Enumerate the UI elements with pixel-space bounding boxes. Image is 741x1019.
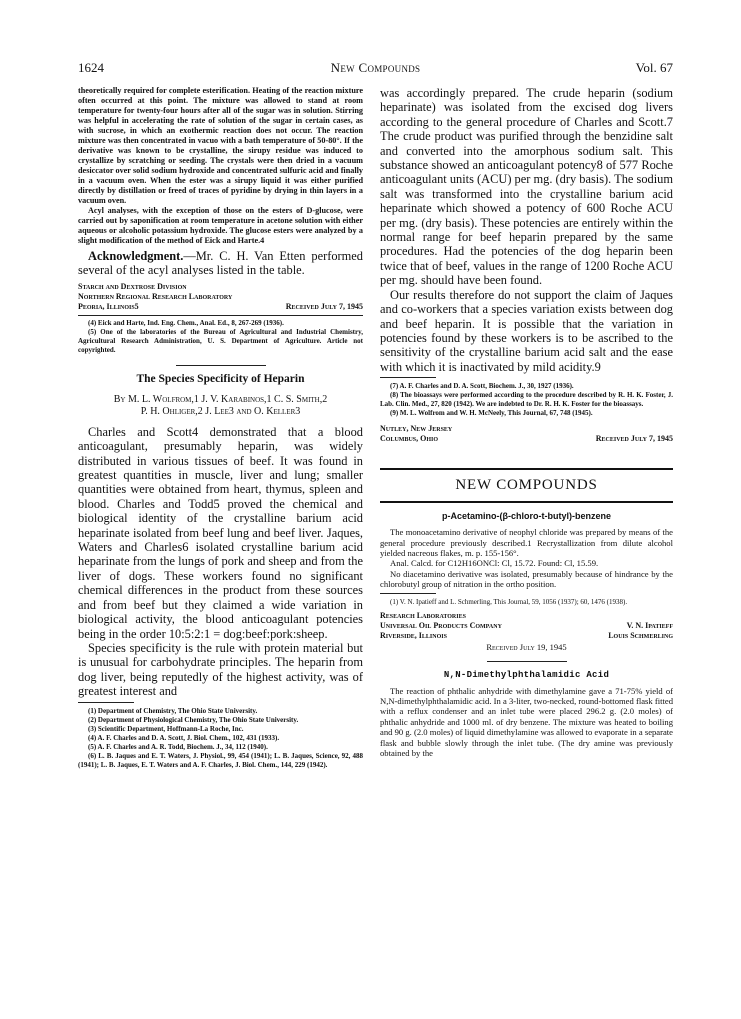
footnote-divider [78,702,134,703]
compound-divider [487,661,567,662]
author-line: By M. L. Wolfrom,1 J. V. Karabinos,1 C. S. Smith,2 [113,393,328,405]
page-number: 1624 [78,60,104,75]
body-paragraph: Our results therefore do not support the claim of Jaques and co-workers that a species variation exists between dog and beef heparin. It is possible that the variation in potencies found by these workers is to be ascribed to the sensitivity of the crystalline barium acid salt and the ease with which it is inactivated by mild acidity.9 [380,287,673,374]
section-title: NEW COMPOUNDS [455,477,598,494]
affiliation-line: Research Laboratories [380,610,466,620]
page-header [78,60,673,78]
footnote-divider [380,377,436,378]
article-title: The Species Specificity of Heparin [136,372,305,385]
affiliation-line: Universal Oil Products Company [380,620,502,630]
affiliation-line: Riverside, Illinois [380,630,447,640]
received-date: Received July 19, 1945 [486,641,567,652]
affiliation-block [78,282,363,312]
affiliation-line: Peoria, Illinois5 [78,301,139,311]
footnote-divider [380,593,436,594]
compound-paragraph: The reaction of phthalic anhydride with dimethylamine gave a 71-75% yield of N,N-dimethylphthalamidic acid. In a 3-liter, two-necked, round-bottomed flask fitted with a reflux condenser and an inlet tube were placed 296.2 g. (2.0 moles) of phthalic anhydride and 1000 ml. of dry benzene. The mixture was heated to boiling and 90 g. (2.0 moles) of liquid dimethylamine was allowed to evaporate in a separate flask and bubble slowly through the inlet tube. (The dry amine was previously obtained by the [380,685,673,758]
article-divider [176,365,266,366]
section-rule-bottom [380,501,673,503]
affiliation-block [380,424,673,444]
footnote: (9) M. L. Wolfrom and W. H. McNeely, This Journal, 67, 748 (1945). [390,409,593,418]
footnote: (7) A. F. Charles and D. A. Scott, Biochem. J., 30, 1927 (1936). [390,382,574,391]
affiliation-line: Northern Regional Research Laboratory [78,291,233,301]
footnote: (6) L. B. Jaques and E. T. Waters, J. Physiol., 99, 454 (1941); L. B. Jaques, Science, 92, 488 (1941); L. B. Jaques, E. T. Waters and A. F. Charles, J. Biol. Chem., 144, 229 (1942). [78,751,363,769]
author-line: P. H. Ohliger,2 J. Lee3 and O. Keller3 [140,405,301,417]
acknowledgment-text: —Mr. C. H. Van Etten performed several of the acyl analyses listed in the table. [78,249,363,278]
received-date: Received July 7, 1945 [285,301,363,311]
volume-label: Vol. 67 [635,60,673,75]
body-paragraph: Charles and Scott4 demonstrated that a blood anticoagulant, presumably heparin, was widely distributed in various tissues of beef. It was found in greatest quantities in muscle, liver and lung; smaller quantities were obtained from heart, thymus, spleen and blood. Charles and Todd5 proved the chemical and biological identity of the crystalline barium acid heparinate isolated from beef lung and beef liver. Jaques, Waters and Charles6 isolated crystalline barium acid heparinate from the lungs of pork and sheep and from the liver of dogs. These workers found no significant chemical differences in the product from these sources and from beef but they claimed a wide variation in biological activity, the blood anticoagulant potencies being in the order 10:5:2:1 = dog:beef:pork:sheep. [78,424,363,641]
author-name: Louis Schmerling [608,630,673,640]
body-paragraph: was accordingly prepared. The crude heparin (sodium heparinate) was isolated from the excised dog livers according to the general procedure of Charles and Scott.7 The crude product was purified through the benzidine salt and converted into the amorphous sodium salt. This substance showed an anticoagulant potency8 of 577 Roche anticoagulant units (ACU) per mg. (dry basis). The sodium salt was transformed into the crystalline barium acid heparinate which showed a potency of 600 Roche ACU per mg. (dry basis). These potencies are entirely within the normal range for beef heparin prepared by the same procedures. Had the potencies of the dog heparin been twice that of beef, values in the range of 1200 Roche ACU per mg. should have been found. [380,86,673,288]
acyl-analyses-paragraph: Acyl analyses, with the exception of those on the esters of D-glucose, were carried out by saponification at room temperature in acetone solution with either aqueous or alcoholic potassium hydroxide. The glucose esters were analyzed by a slight modification of the method of Eick and Harte.4 [78,206,363,245]
footnote: (8) The bioassays were performed according to the procedure described by R. H. K. Foster, J. Lab. Clin. Med., 27, 820 (1942). We are indebted to Dr. R. H. K. Foster for the bioassays. [380,391,673,409]
footnote: (1) Department of Chemistry, The Ohio State University. [88,706,258,715]
affiliation-row [380,434,673,444]
experimental-paragraph: theoretically required for complete esterification. Heating of the reaction mixture often occurred at this point. The mixture was allowed to stand at room temperature for twenty-four hours after all of the sugar was in solution. Stirring was helpful in accelerating the rate of solution of the sugar in certain cases, as with sucrose, in which an exothermic reaction does not occur. The reaction mixture was then concentrated in vacuo with a bath temperature of 50-80°. If the derivative was known to be crystalline, the sirupy residue was induced to crystallize by scratching or seeding. The crystals were then dried in a vacuum desiccator over solid sodium hydroxide and concentrated sulfuric acid and finally in a vacuum oven. When the ester was a sirupy liquid it was either purified directly by distillation or freed of traces of pyridine by drying in thin layers in a vacuum oven. [78,86,363,205]
footnote: (1) V. N. Ipatieff and L. Schmerling, This Journal, 59, 1056 (1937); 60, 1476 (1938). [390,597,628,606]
affiliation-row [380,631,673,641]
compound-paragraph: No diacetamino derivative was isolated, presumably because of hindrance by the chlorobutyl group of nitration in the ortho position. [380,568,673,590]
body-paragraph: Species specificity is the rule with protein material but is unusual for carbohydrate principles. The heparin from dog liver, being reputedly of the highest activity, was of greatest interest and [78,640,363,699]
compound-paragraph: The monoacetamino derivative of neophyl chloride was prepared by means of the general procedure previously described.1 Recrystallization from dilute alcohol yielded nacreous flakes, m. p. 155-156°. [380,527,673,558]
footnote: (4) A. F. Charles and D. A. Scott, J. Biol. Chem., 102, 431 (1933). [88,733,280,742]
compound-title: N,N-Dimethylphthalamidic Acid [443,669,610,680]
received-date: Received July 7, 1945 [595,434,673,444]
footnote-divider [78,315,363,316]
footnote: (4) Eick and Harte, Ind. Eng. Chem., Anal. Ed., 8, 267-269 (1936). [88,318,284,327]
affiliation-line: Columbus, Ohio [380,434,439,444]
affiliation-row [78,302,363,312]
affiliation-line: Starch and Dextrose Division [78,281,187,291]
footnote: (2) Department of Physiological Chemistry, The Ohio State University. [88,715,299,724]
compound-affiliation [380,611,673,652]
acknowledgment-label: Acknowledgment. [88,249,184,263]
footnote: (5) One of the laboratories of the Bureau of Agricultural and Industrial Chemistry, Agricultural Research Administration, U. S. Department of Agriculture. Article not copyrighted. [78,327,363,354]
compound-title: p-Acetamino-(β-chloro-t-butyl)-benzene [442,511,611,522]
section-rule-top [380,468,673,470]
footnote: (3) Scientific Department, Hoffmann-La Roche, Inc. [88,724,244,733]
acknowledgment [78,249,363,278]
right-column [380,86,673,758]
author-name: V. N. Ipatieff [626,620,673,630]
compound-analysis: Anal. Calcd. for C12H16ONCl: Cl, 15.72. Found: Cl, 15.59. [390,558,599,569]
footnote-list [78,707,363,770]
affiliation-line: Nutley, New Jersey [380,424,453,434]
left-column [78,86,363,770]
footnote: (5) A. F. Charles and A. R. Todd, Biochem. J., 34, 112 (1940). [88,742,268,751]
running-title: New Compounds [330,60,421,75]
affiliation-row [380,621,673,631]
